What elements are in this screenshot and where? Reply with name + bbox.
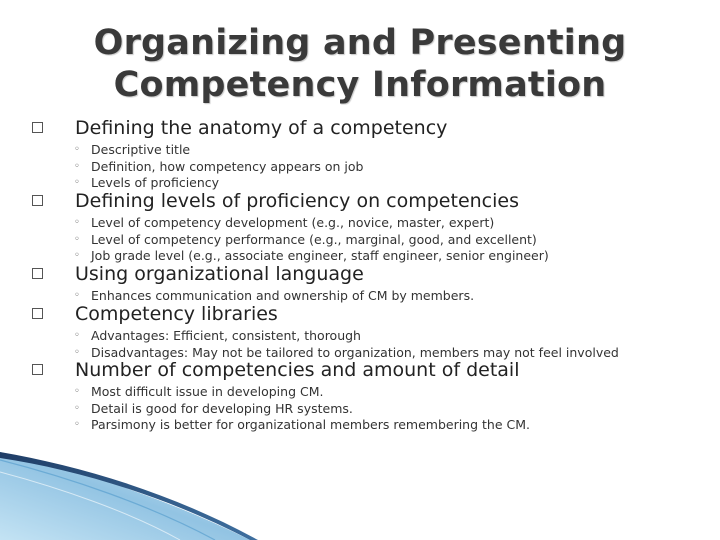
checkbox-bullet-icon — [32, 195, 43, 206]
checkbox-bullet-icon — [32, 308, 43, 319]
sub-list — [32, 215, 702, 265]
item-number-detail — [32, 358, 702, 434]
circle-bullet-icon: ◦ — [74, 402, 80, 414]
list-item: ◦ Detail is good for developing HR systems. — [74, 400, 353, 416]
list-item: ◦ Enhances communication and ownership of CM by members. — [74, 288, 475, 303]
item-label: Defining the anatomy of a competency — [75, 117, 448, 139]
circle-bullet-icon: ◦ — [74, 160, 80, 172]
circle-bullet-icon: ◦ — [74, 419, 80, 430]
circle-bullet-icon: ◦ — [74, 177, 80, 188]
circle-bullet-icon: ◦ — [74, 330, 80, 341]
title-line-2: Competency Information — [113, 65, 607, 105]
list-item: ◦ Level of competency development (e.g., novice, master, expert) — [74, 215, 495, 230]
circle-bullet-icon: ◦ — [74, 217, 80, 228]
item-anatomy — [32, 116, 702, 192]
circle-bullet-icon: ◦ — [74, 250, 80, 261]
circle-bullet-icon: ◦ — [74, 346, 80, 358]
item-label: Competency libraries — [75, 303, 278, 325]
circle-bullet-icon: ◦ — [74, 290, 80, 301]
list-item: ◦ Levels of proficiency — [74, 175, 220, 190]
list-item: ◦ Advantages: Efficient, consistent, thorough — [74, 328, 361, 343]
item-proficiency-levels — [32, 189, 702, 265]
circle-bullet-icon: ◦ — [74, 144, 80, 155]
checkbox-bullet-icon — [32, 364, 43, 375]
item-label: Number of competencies and amount of detail — [75, 359, 520, 381]
sub-list — [32, 142, 702, 192]
checkbox-bullet-icon — [32, 268, 43, 279]
sub-list — [32, 328, 702, 361]
list-item: ◦ Job grade level (e.g., associate engineer, staff engineer, senior engineer) — [74, 248, 549, 263]
circle-bullet-icon: ◦ — [74, 386, 80, 397]
item-label: Defining levels of proficiency on competencies — [75, 190, 519, 212]
item-org-language — [32, 262, 702, 305]
sub-list — [32, 384, 702, 434]
title-line-1: Organizing and Presenting — [93, 23, 627, 63]
list-item: ◦ Parsimony is better for organizational members remembering the CM. — [74, 417, 530, 432]
item-label: Using organizational language — [75, 263, 364, 285]
list-item: ◦ Level of competency performance (e.g., marginal, good, and excellent) — [74, 231, 537, 247]
list-item: ◦ Definition, how competency appears on job — [74, 158, 364, 174]
checkbox-bullet-icon — [32, 122, 43, 133]
list-item: ◦ Disadvantages: May not be tailored to organization, members may not feel involved — [74, 344, 619, 360]
item-competency-libraries — [32, 302, 702, 361]
circle-bullet-icon: ◦ — [74, 233, 80, 245]
list-item: ◦ Descriptive title — [74, 142, 191, 157]
list-item: ◦ Most difficult issue in developing CM. — [74, 384, 324, 399]
